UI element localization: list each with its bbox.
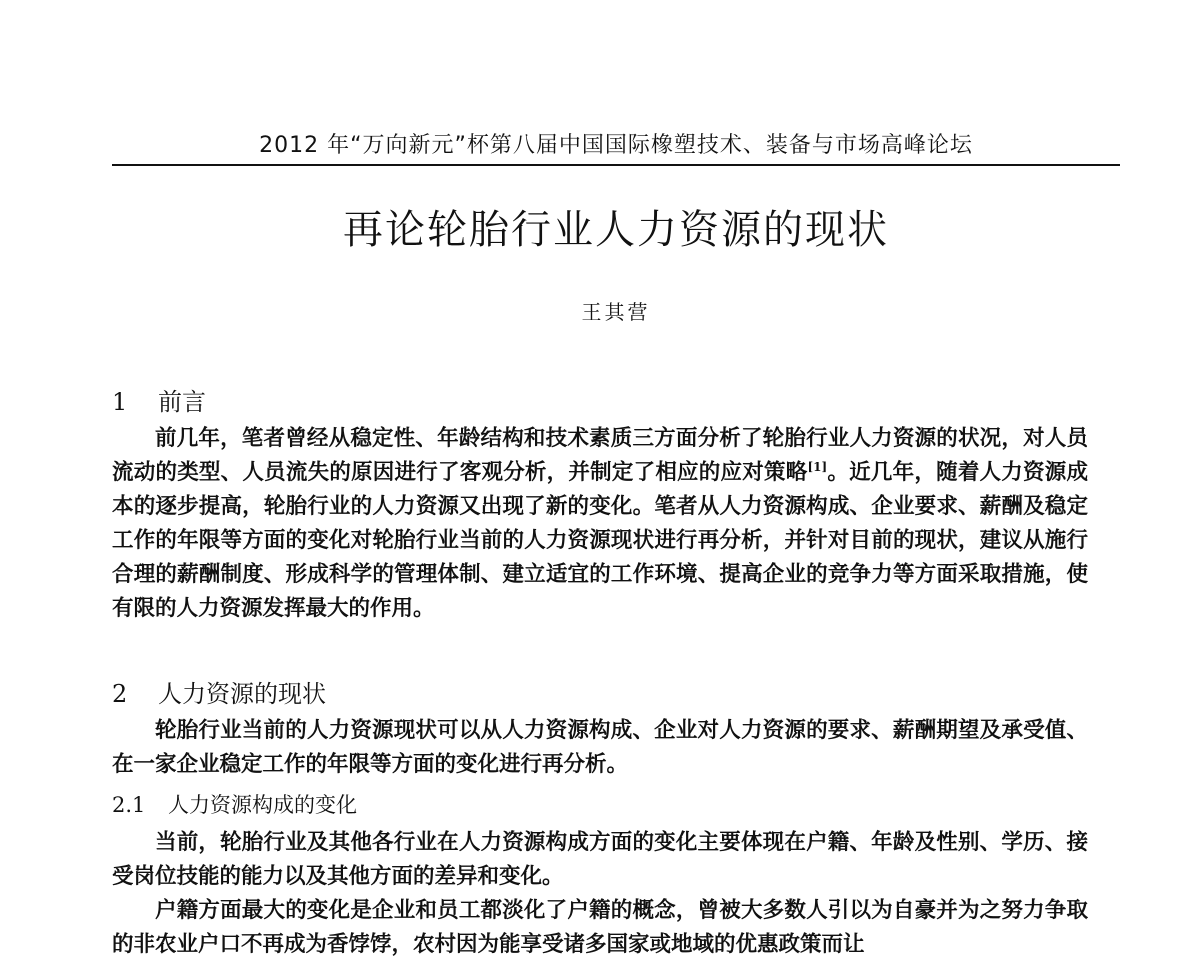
subsection-title: 人力资源构成的变化 xyxy=(168,793,357,817)
header-rule xyxy=(112,164,1120,166)
subsection-number: 2.1 xyxy=(112,793,146,817)
introduction-paragraph xyxy=(112,422,1088,626)
section-number: 1 xyxy=(112,388,128,416)
citation-ref: [1] xyxy=(807,459,828,474)
author-name: 王其营 xyxy=(581,300,651,324)
paragraph-text: 前几年，笔者曾经从稳定性、年龄结构和技术素质三方面分析了轮胎行业人力资源的状况，对人员流动的类型、人员流失的原因进行了客观分析，并制定了相应的应对策略 xyxy=(112,426,1088,485)
section-heading-introduction xyxy=(112,382,206,417)
household-registration-paragraph: 户籍方面最大的变化是企业和员工都淡化了户籍的概念，曾被大多数人引以为自豪并为之努力争取的非农业户口不再成为香饽饽，农村因为能享受诸多国家或地域的优惠政策而让 xyxy=(112,898,1088,957)
section-number: 2 xyxy=(112,680,128,708)
paragraph-text: 。近几年，随着人力资源成本的逐步提高，轮胎行业的人力资源又出现了新的变化。笔者从人力资源构成、企业要求、薪酬及稳定工作的年限等方面的变化对轮胎行业当前的人力资源现状进行再分析，并针对目前的现状，建议从施行合理的薪酬制度、形成科学的管理体制、建立适宜的工作环境、提高企业的竞争力等方面采取措施，使有限的人力资源发挥最大的作用。 xyxy=(112,460,1088,621)
section-heading-hr-status xyxy=(112,674,326,709)
paper-title: 再论轮胎行业人力资源的现状 xyxy=(343,207,889,253)
section-title: 前言 xyxy=(158,388,206,416)
composition-paragraph: 当前，轮胎行业及其他各行业在人力资源构成方面的变化主要体现在户籍、年龄及性别、学历、接受岗位技能的能力以及其他方面的差异和变化。 xyxy=(112,830,1088,889)
section-title: 人力资源的现状 xyxy=(158,680,326,708)
subsection-heading-composition xyxy=(112,789,357,819)
running-header: 2012 年“万向新元”杯第八届中国国际橡塑技术、装备与市场高峰论坛 xyxy=(259,133,973,158)
hr-status-paragraph: 轮胎行业当前的人力资源现状可以从人力资源构成、企业对人力资源的要求、薪酬期望及承受值、在一家企业稳定工作的年限等方面的变化进行再分析。 xyxy=(112,718,1088,777)
